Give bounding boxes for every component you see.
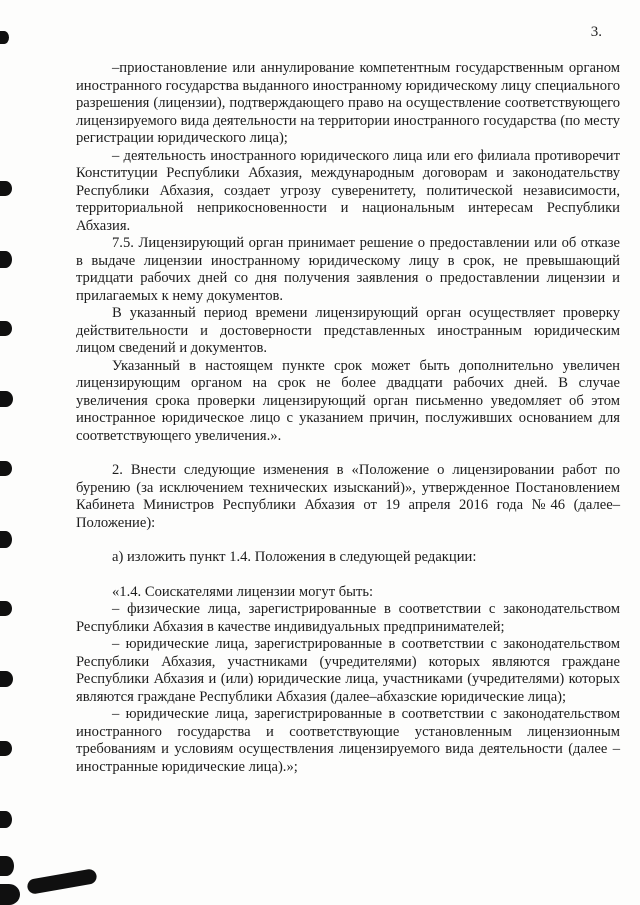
paragraph: –приостановление или аннулирование компетентным государственным органом иностранного государства выданного иностранному юридическому лицу специального разрешения (лицензии), подтверждающего право на осуществление соответствующего лицензируемого вида деятельности на территории иностранного государства (по месту регистрации юридического лица); [76, 60, 620, 146]
scan-artifact [0, 671, 13, 687]
scan-artifact [0, 321, 12, 336]
scan-artifact [0, 884, 20, 905]
scan-artifact [0, 391, 13, 407]
scan-artifact [0, 856, 14, 876]
scan-artifact [0, 531, 12, 548]
paragraph: – юридические лица, зарегистрированные в соответствии с законодательством иностранного государства и соответствующие установленным лицензионным требованиям и условиям осуществления лицензируемого вида деятельности (далее – иностранные юридические лица).»; [76, 706, 620, 775]
scan-artifact [0, 811, 12, 828]
scan-artifact [0, 461, 12, 476]
scan-artifact [0, 741, 12, 756]
scan-artifact [0, 181, 12, 196]
scan-artifact [26, 868, 98, 895]
paragraph: «1.4. Соискателями лицензии могут быть: [112, 583, 374, 600]
scan-artifact [0, 251, 12, 268]
paragraph: 2. Внести следующие изменения в «Положение о лицензировании работ по бурению (за исключением технических изысканий)», утвержденное Постановлением Кабинета Министров Республики Абхазия от 19 апреля 2016 года №46 (далее–Положение): [76, 462, 620, 531]
scan-artifact [0, 601, 12, 616]
paragraph: 7.5. Лицензирующий орган принимает решение о предоставлении или об отказе в выдаче лицензии иностранному юридическому лицу в срок, не превышающий тридцати рабочих дней со дня получения заявления о предоставлении лицензии и прилагаемых к нему документов. [76, 235, 620, 304]
paragraph: В указанный период времени лицензирующий орган осуществляет проверку действительности и достоверности представленных иностранным юридическим лицом сведений и документов. [76, 305, 620, 356]
paragraph: – юридические лица, зарегистрированные в соответствии с законодательством Республики Абхазия, участниками (учредителями) которых являются граждане Республики Абхазия и (или) юридические лица, участниками (учредителями) которых являются граждане Республики Абхазия (далее–абхазские юридические лица); [76, 636, 620, 705]
document-content [76, 60, 620, 776]
page-number: 3. [590, 24, 602, 40]
paragraph: а) изложить пункт 1.4. Положения в следующей редакции: [112, 549, 477, 565]
paragraph: – физические лица, зарегистрированные в соответствии с законодательством Республики Абхазия в качестве индивидуальных предпринимателей; [76, 601, 620, 635]
paragraph: – деятельность иностранного юридического лица или его филиала противоречит Конституции Республики Абхазия, международным договорам и законодательству Республики Абхазия, создает угрозу суверенитету, политической независимости, территориальной неприкосновенности и национальным интересам Республики Абхазия. [76, 147, 620, 234]
paragraph: Указанный в настоящем пункте срок может быть дополнительно увеличен лицензирующим органом на срок не более двадцати рабочих дней. В случае увеличения срока проверки лицензирующий орган письменно уведомляет об этом иностранное юридическое лицо с указанием причин, послуживших основанием для соответствующего увеличения.». [76, 357, 620, 444]
scan-artifact [0, 31, 9, 44]
